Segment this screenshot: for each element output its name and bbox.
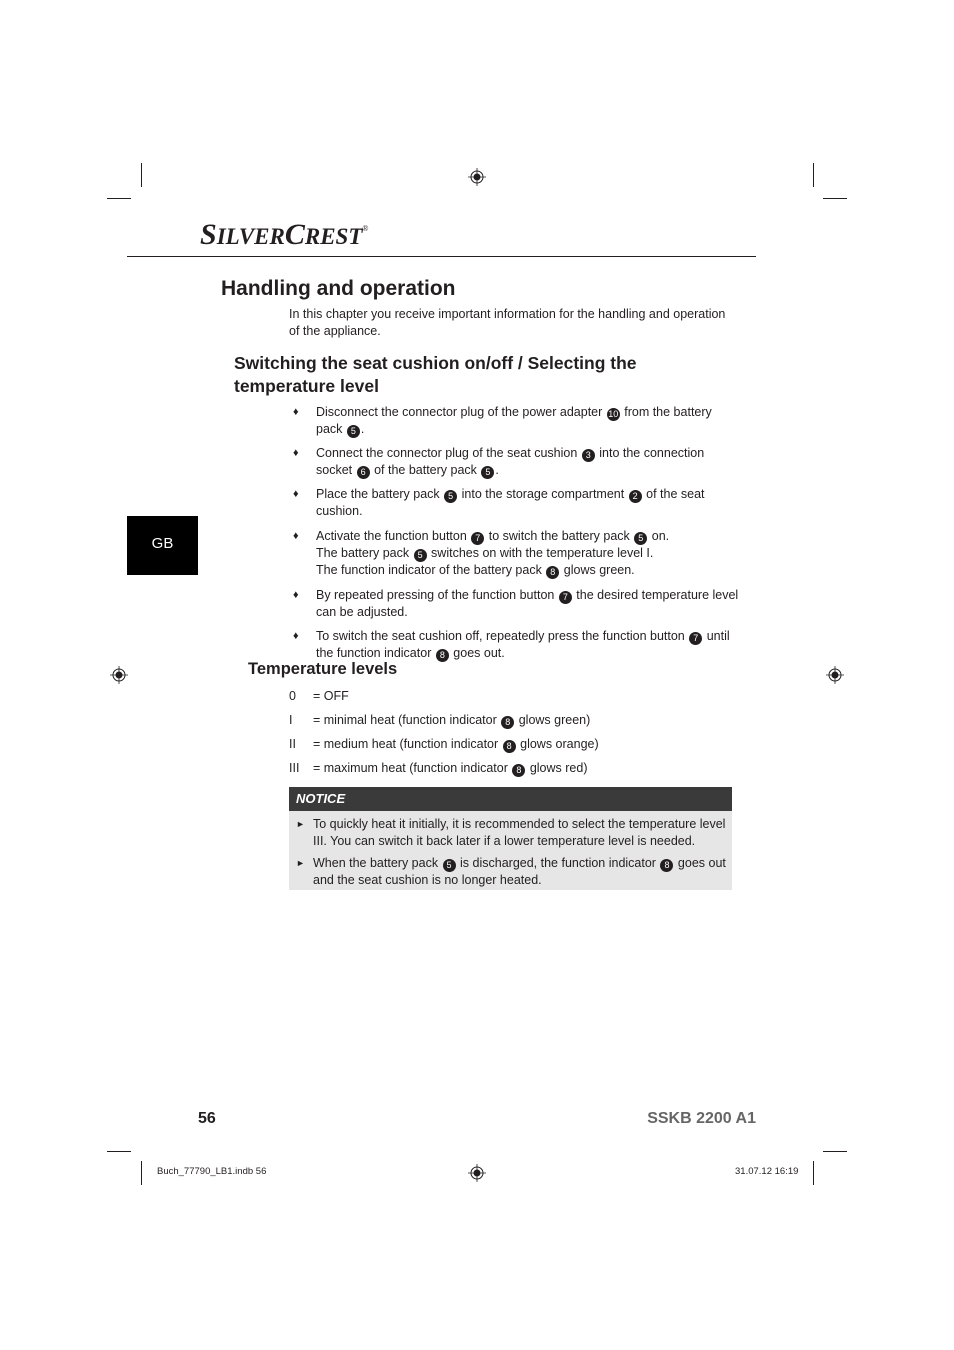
step-item — [289, 587, 739, 621]
text-run: When the battery pack — [313, 856, 442, 870]
bullet-diamond-icon: ♦ — [293, 530, 299, 542]
slug-file: Buch_77790_LB1.indb 56 — [157, 1166, 267, 1177]
text-run: of the battery pack — [370, 463, 481, 477]
text-run: . — [360, 422, 365, 436]
text-run: is discharged, the function indicator — [456, 856, 660, 870]
notice-item — [289, 816, 732, 850]
reference-number-icon: 7 — [689, 632, 702, 645]
text-run: on. — [648, 529, 670, 543]
steps-list — [289, 404, 739, 662]
header-rule — [127, 256, 756, 257]
reference-number-icon: 6 — [357, 466, 370, 479]
text-run: of the seat cushion. — [316, 487, 705, 518]
notice-item — [289, 855, 732, 889]
reference-number-icon: 8 — [546, 566, 559, 579]
crop-mark — [107, 198, 131, 199]
level-label: III — [289, 761, 300, 775]
step-item — [289, 628, 739, 662]
level-label: 0 — [289, 689, 296, 703]
step-item — [289, 486, 739, 520]
notice-box — [289, 787, 732, 890]
registration-mark-icon — [468, 1164, 486, 1182]
intro-text: In this chapter you receive important information for the handling and operation of the appliance. — [289, 307, 726, 338]
reference-number-icon: 5 — [481, 466, 494, 479]
level-label: II — [289, 737, 296, 751]
text-run: To quickly heat it initially, it is recommended to select the temperature level III. You can switch it back later if a lower temperature level is needed. — [313, 817, 726, 848]
reference-number-icon: 7 — [471, 532, 484, 545]
bullet-diamond-icon: ♦ — [293, 406, 299, 418]
reference-number-icon: 5 — [443, 859, 456, 872]
crop-mark — [823, 1151, 847, 1152]
reference-number-icon: 10 — [608, 409, 619, 419]
text-run: Activate the function button — [316, 529, 471, 543]
text-run: Disconnect the connector plug of the power adapter — [316, 405, 606, 419]
bullet-diamond-icon: ♦ — [293, 589, 299, 601]
text-run: The function indicator of the battery pack — [316, 563, 546, 577]
text-run: Place the battery pack — [316, 487, 444, 501]
text-run: the desired temperature level can be adjusted. — [316, 588, 739, 619]
text-run: = maximum heat (function indicator — [313, 761, 512, 775]
level-description — [313, 760, 588, 777]
text-run: to switch the battery pack — [485, 529, 634, 543]
step-item — [289, 445, 739, 479]
bullet-diamond-icon: ♦ — [293, 630, 299, 642]
crop-mark — [107, 1151, 131, 1152]
reference-number-icon: 5 — [347, 425, 360, 438]
registration-mark-icon — [110, 666, 128, 684]
text-run: By repeated pressing of the function button — [316, 588, 558, 602]
text-run: = minimal heat (function indicator — [313, 713, 501, 727]
silvercrest-logo: SILVERCREST® — [200, 218, 369, 251]
step-item — [289, 528, 739, 579]
text-run: = OFF — [313, 689, 349, 703]
reference-number-icon: 5 — [444, 490, 457, 503]
text-run: glows green. — [560, 563, 635, 577]
reference-number-icon: 7 — [559, 591, 572, 604]
arrow-right-icon: ► — [296, 858, 305, 868]
level-description — [313, 688, 349, 705]
section-heading: Switching the seat cushion on/off / Selecting the temperature level — [234, 353, 637, 396]
text-run: goes out. — [449, 646, 505, 660]
crop-mark — [141, 163, 142, 187]
reference-number-icon: 2 — [629, 490, 642, 503]
text-run: until the function indicator — [316, 629, 730, 660]
step-item — [289, 404, 739, 438]
level-description — [313, 712, 590, 729]
reference-number-icon: 8 — [503, 740, 516, 753]
reference-number-icon: 5 — [414, 549, 427, 562]
notice-title: NOTICE — [289, 787, 732, 811]
text-run: glows green) — [515, 713, 591, 727]
crop-mark — [141, 1161, 142, 1185]
page-title: Handling and operation — [221, 277, 456, 300]
text-run: from the battery pack — [316, 405, 712, 436]
registration-mark-icon — [468, 168, 486, 186]
text-run: To switch the seat cushion off, repeatedly press the function button — [316, 629, 689, 643]
text-run: = medium heat (function indicator — [313, 737, 502, 751]
arrow-right-icon: ► — [296, 819, 305, 829]
crop-mark — [813, 163, 814, 187]
text-run: into the storage compartment — [458, 487, 628, 501]
registration-mark-icon — [826, 666, 844, 684]
text-run: The battery pack — [316, 546, 413, 560]
text-run: glows orange) — [516, 737, 599, 751]
notice-list — [289, 811, 732, 889]
reference-number-icon: 8 — [436, 649, 449, 662]
reference-number-icon: 8 — [501, 716, 514, 729]
temperature-heading: Temperature levels — [248, 660, 398, 678]
text-run: . — [495, 463, 499, 477]
text-run: switches on with the temperature level I. — [427, 546, 654, 560]
crop-mark — [823, 198, 847, 199]
reference-number-icon: 3 — [582, 449, 595, 462]
language-tab: GB — [127, 516, 198, 575]
crop-mark — [813, 1161, 814, 1185]
text-run: glows red) — [526, 761, 588, 775]
text-run: into the connection socket — [316, 446, 705, 477]
page-number: 56 — [198, 1110, 216, 1127]
text-run: Connect the connector plug of the seat cushion — [316, 446, 581, 460]
bullet-diamond-icon: ♦ — [293, 488, 299, 500]
level-label: I — [289, 713, 293, 727]
reference-number-icon: 5 — [634, 532, 647, 545]
slug-date: 31.07.12 16:19 — [735, 1166, 799, 1177]
level-description — [313, 736, 599, 753]
reference-number-icon: 8 — [512, 764, 525, 777]
text-run: goes out and the seat cushion is no longer heated. — [313, 856, 726, 887]
bullet-diamond-icon: ♦ — [293, 447, 299, 459]
reference-number-icon: 8 — [660, 859, 673, 872]
model-number: SSKB 2200 A1 — [647, 1110, 756, 1127]
